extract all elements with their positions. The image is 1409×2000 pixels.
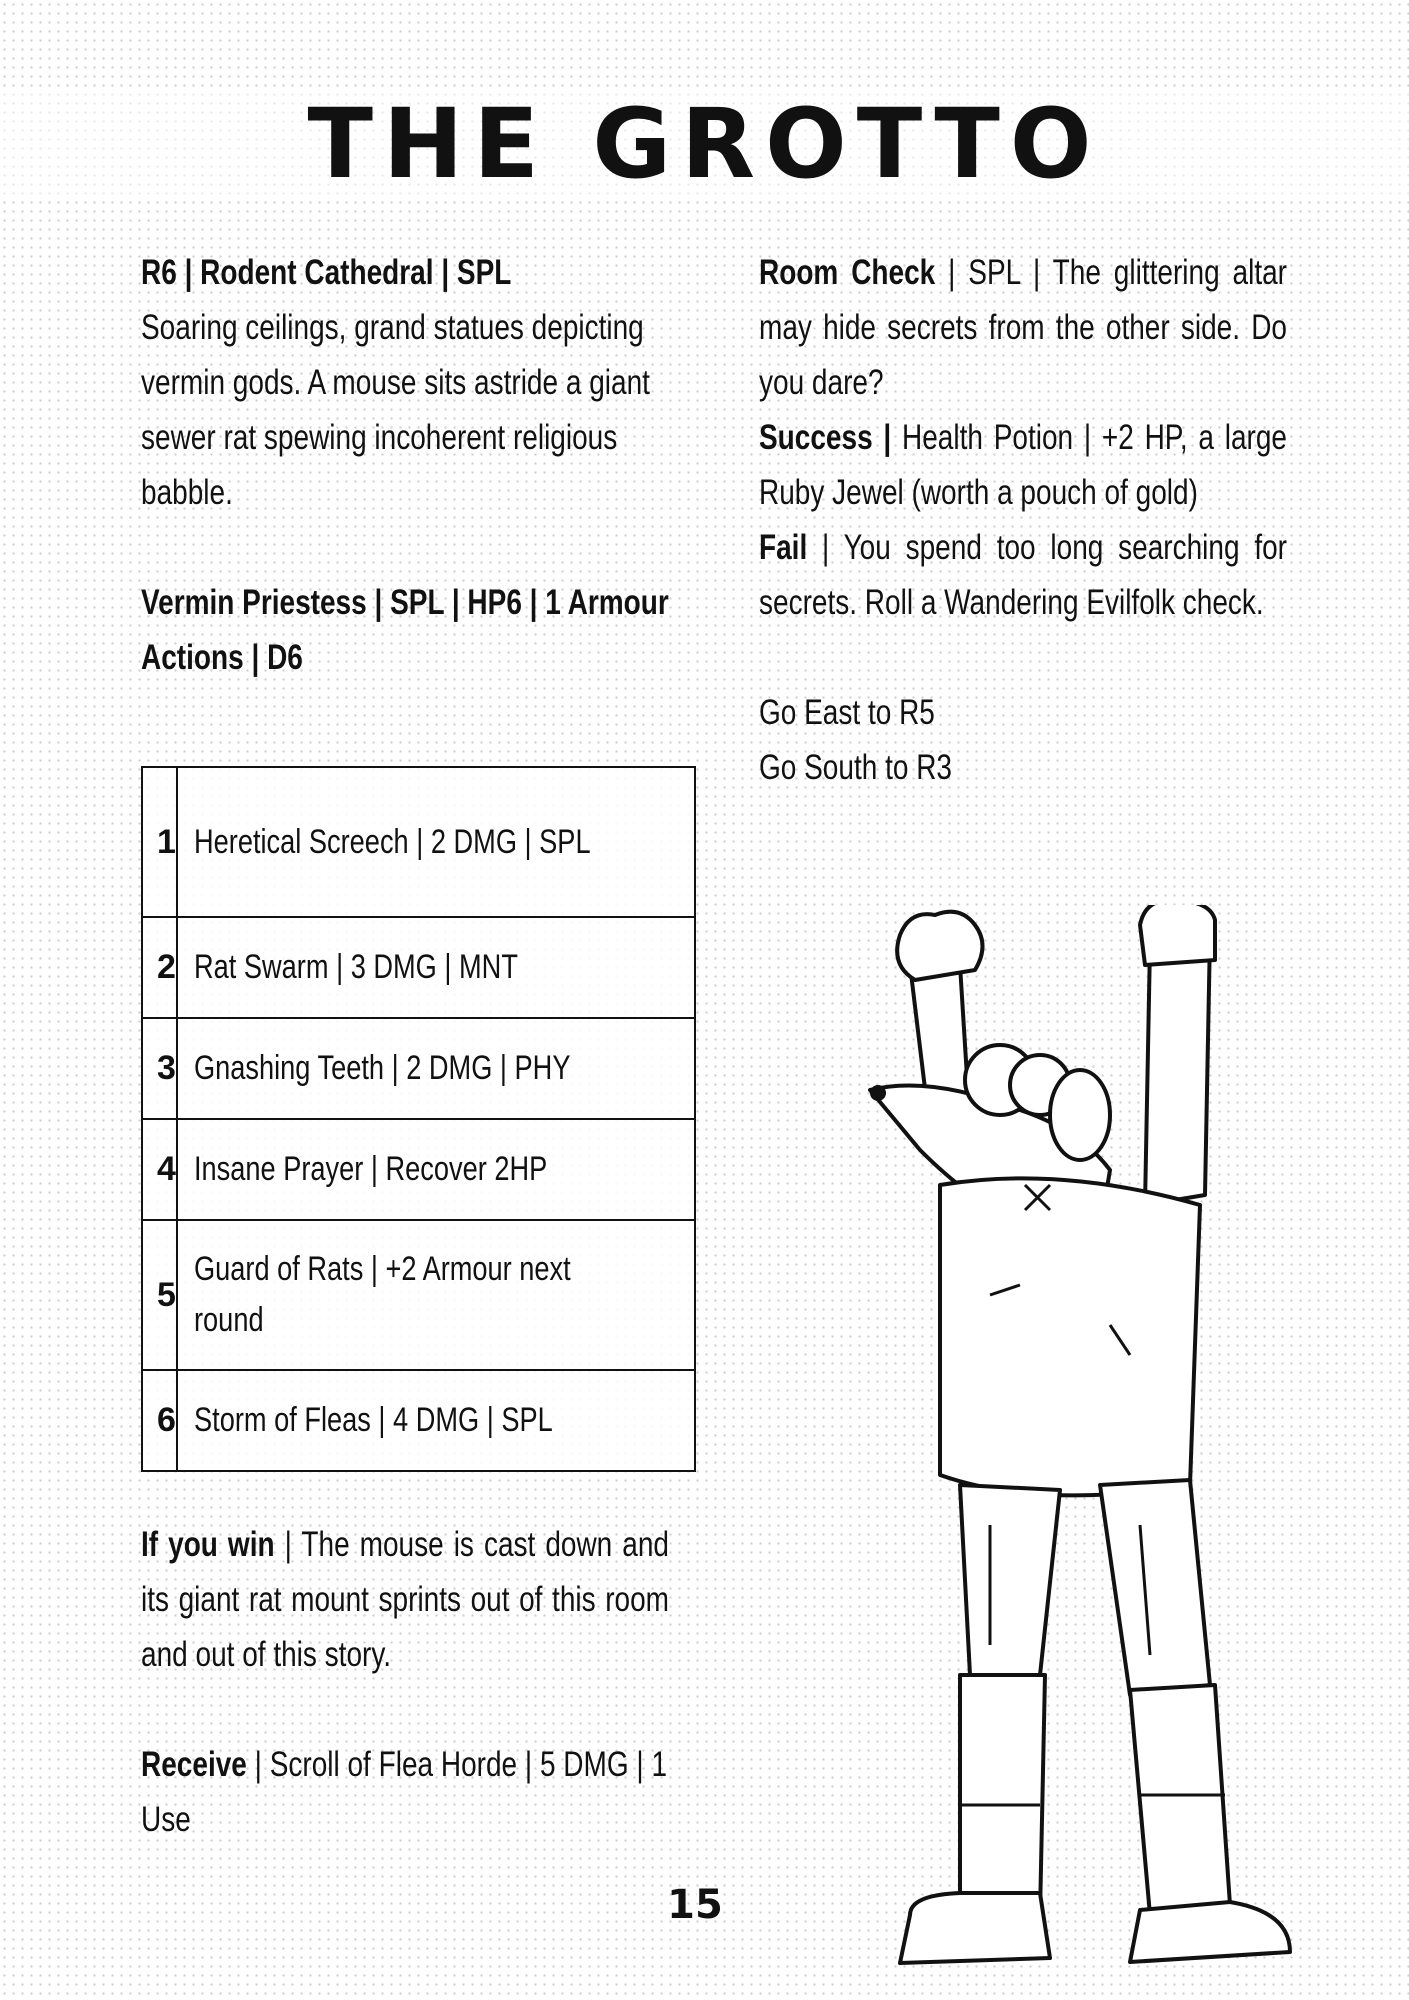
table-row — [142, 917, 695, 1018]
exit-east: Go East to R5 — [759, 693, 935, 732]
room-check-text: | SPL | The glittering altar may hide secrets from the other side. Do you dare? — [759, 253, 1287, 402]
fail-text: | You spend too long searching for secrets. Roll a Wandering Evilfolk check. — [759, 528, 1287, 622]
action-text: Insane Prayer | Recover 2HP — [193, 1150, 548, 1188]
win-text: | The mouse is cast down and its giant rat mount sprints out of this room and out of this story. — [141, 1525, 669, 1674]
table-row — [142, 1018, 695, 1119]
outcome-section — [141, 1517, 669, 1847]
receive-label: Receive — [141, 1745, 247, 1784]
success-text: Health Potion | +2 HP, a large Ruby Jewel (worth a pouch of gold) — [759, 418, 1287, 512]
receive-paragraph — [141, 1737, 669, 1847]
success-label: Success | — [759, 418, 892, 457]
page-title: THE GROTTO — [0, 88, 1409, 200]
actions-table — [141, 766, 696, 1472]
action-text: Storm of Fleas | 4 DMG | SPL — [193, 1401, 553, 1439]
table-row — [142, 767, 695, 917]
action-text: Guard of Rats | +2 Armour next round — [193, 1250, 571, 1339]
room-check-label: Room Check — [759, 253, 936, 292]
enemy-heading: Vermin Priestess | SPL | HP6 | 1 Armour — [141, 583, 669, 622]
success-paragraph — [759, 410, 1287, 520]
action-text: Gnashing Teeth | 2 DMG | PHY — [193, 1049, 571, 1087]
roll-number: 4 — [142, 1119, 177, 1220]
roll-number: 6 — [142, 1370, 177, 1471]
table-row — [142, 1119, 695, 1220]
win-label: If you win — [141, 1525, 275, 1564]
room-check-paragraph — [759, 245, 1287, 410]
roll-number: 5 — [142, 1220, 177, 1370]
actions-heading: Actions | D6 — [141, 638, 303, 677]
roll-number: 3 — [142, 1018, 177, 1119]
receive-text: | Scroll of Flea Horde | 5 DMG | 1 Use — [141, 1745, 668, 1839]
right-column — [759, 245, 1287, 795]
exit-south: Go South to R3 — [759, 748, 953, 787]
room-description: Soaring ceilings, grand statues depicting vermin gods. A mouse sits astride a giant sewer rat spewing incoherent religious babble. — [141, 308, 650, 512]
left-column — [141, 245, 669, 685]
fail-paragraph — [759, 520, 1287, 630]
table-row — [142, 1370, 695, 1471]
room-heading: R6 | Rodent Cathedral | SPL — [141, 253, 512, 292]
win-paragraph — [141, 1517, 669, 1682]
roll-number: 2 — [142, 917, 177, 1018]
roll-number: 1 — [142, 767, 177, 917]
action-text: Heretical Screech | 2 DMG | SPL — [193, 822, 591, 861]
page-number: 15 — [667, 1882, 723, 1928]
action-text: Rat Swarm | 3 DMG | MNT — [193, 948, 518, 986]
rat-priestess-illustration — [810, 905, 1390, 1995]
table-row — [142, 1220, 695, 1370]
fail-label: Fail — [759, 528, 808, 567]
